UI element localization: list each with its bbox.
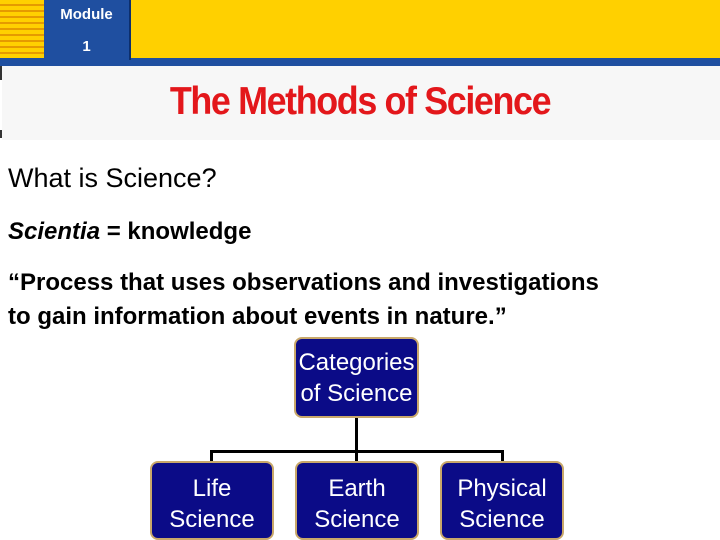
node-label: Earth — [328, 475, 386, 502]
connector-stem — [355, 418, 358, 452]
definition-rest: = knowledge — [100, 218, 252, 245]
header-stripes — [0, 0, 44, 58]
module-badge — [44, 0, 131, 60]
node-label: Science — [314, 506, 400, 533]
diagram-child-node-life — [150, 461, 274, 540]
slide-title: The Methods of Science — [169, 80, 551, 123]
node-label: Science — [459, 506, 545, 533]
node-label: Categories — [298, 349, 415, 376]
definition-term: Scientia — [8, 218, 101, 245]
diagram-child-node-earth — [295, 461, 419, 540]
node-label: Physical — [457, 475, 547, 502]
node-label: Life — [192, 475, 232, 502]
quote-text — [8, 266, 720, 334]
question-text: What is Science? — [8, 163, 217, 193]
diagram-root-node — [294, 337, 419, 418]
quote-line-2: to gain information about events in nature.” — [8, 303, 507, 330]
diagram-child-node-physical — [440, 461, 564, 540]
module-label: Module — [60, 6, 113, 23]
module-number: 1 — [82, 38, 91, 55]
quote-line-1: “Process that uses observations and investigations — [8, 269, 599, 296]
node-label: Science — [169, 506, 255, 533]
definition-text — [8, 218, 251, 246]
node-label: of Science — [300, 380, 413, 407]
